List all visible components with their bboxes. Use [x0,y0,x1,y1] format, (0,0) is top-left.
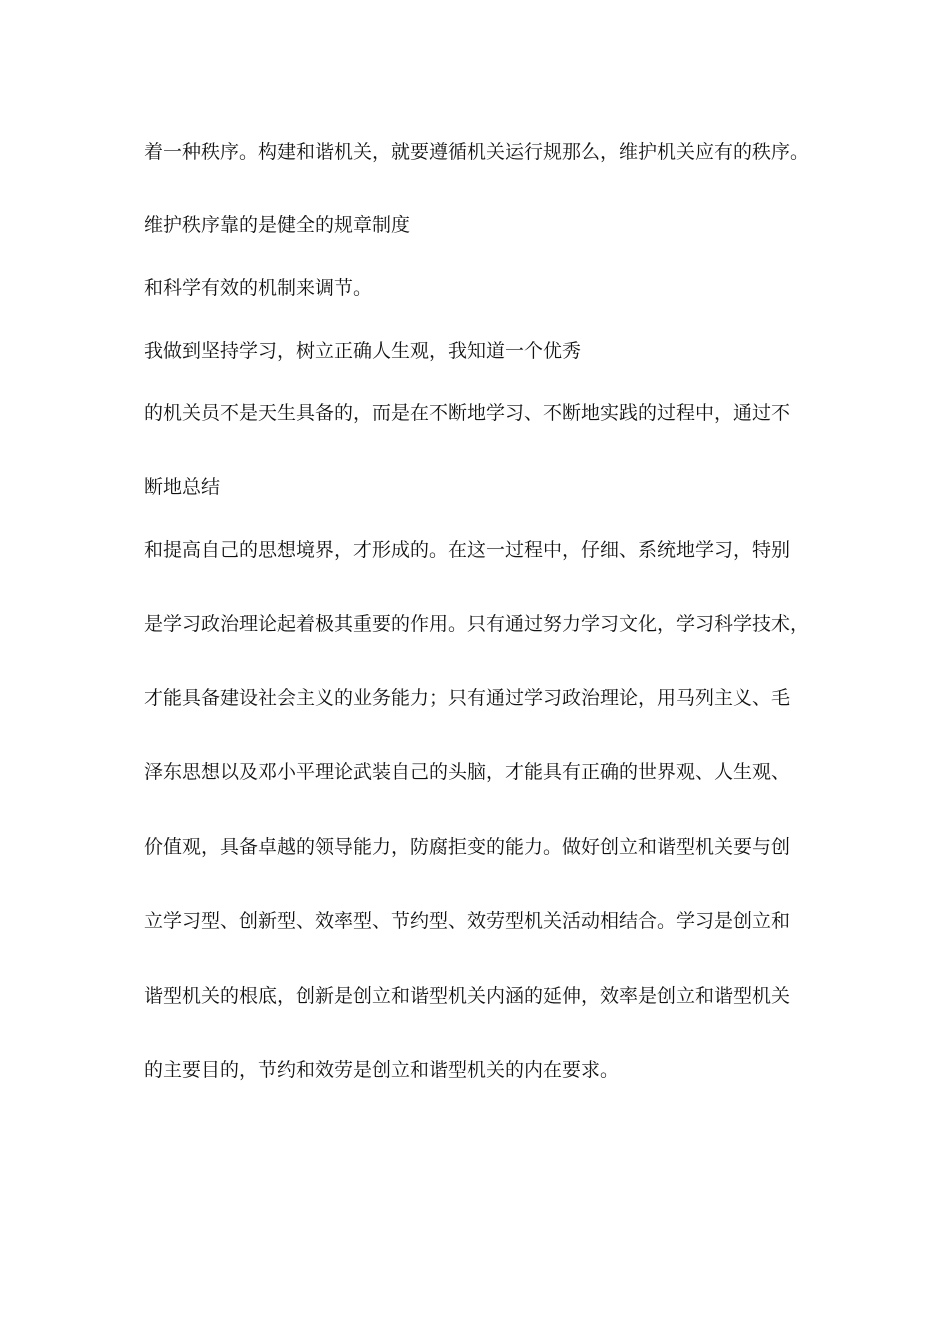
text-line: 价值观，具备卓越的领导能力，防腐拒变的能力。做好创立和谐型机关要与创 [144,836,791,858]
text-line: 着一种秩序。构建和谐机关，就要遵循机关运行规那么，维护机关应有的秩序。 [144,141,810,163]
text-line: 泽东思想以及邓小平理论武装自己的头脑，才能具有正确的世界观、人生观、 [144,761,791,783]
text-line: 维护秩序靠的是健全的规章制度 [144,214,411,236]
text-line: 和提高自己的思想境界，才形成的。在这一过程中，仔细、系统地学习，特别 [144,539,791,561]
text-line: 我做到坚持学习，树立正确人生观，我知道一个优秀 [144,340,582,362]
text-line: 立学习型、创新型、效率型、节约型、效劳型机关活动相结合。学习是创立和 [144,910,791,932]
text-line: 的机关员不是天生具备的，而是在不断地学习、不断地实践的过程中，通过不 [144,402,791,424]
text-line: 才能具备建设社会主义的业务能力；只有通过学习政治理论，用马列主义、毛 [144,687,791,709]
text-line: 的主要目的，节约和效劳是创立和谐型机关的内在要求。 [144,1059,620,1081]
text-line: 是学习政治理论起着极其重要的作用。只有通过努力学习文化，学习科学技术， [144,613,810,635]
text-line: 断地总结 [144,476,221,498]
text-line: 和科学有效的机制来调节。 [144,277,373,299]
text-line: 谐型机关的根底，创新是创立和谐型机关内涵的延伸，效率是创立和谐型机关 [144,985,791,1007]
